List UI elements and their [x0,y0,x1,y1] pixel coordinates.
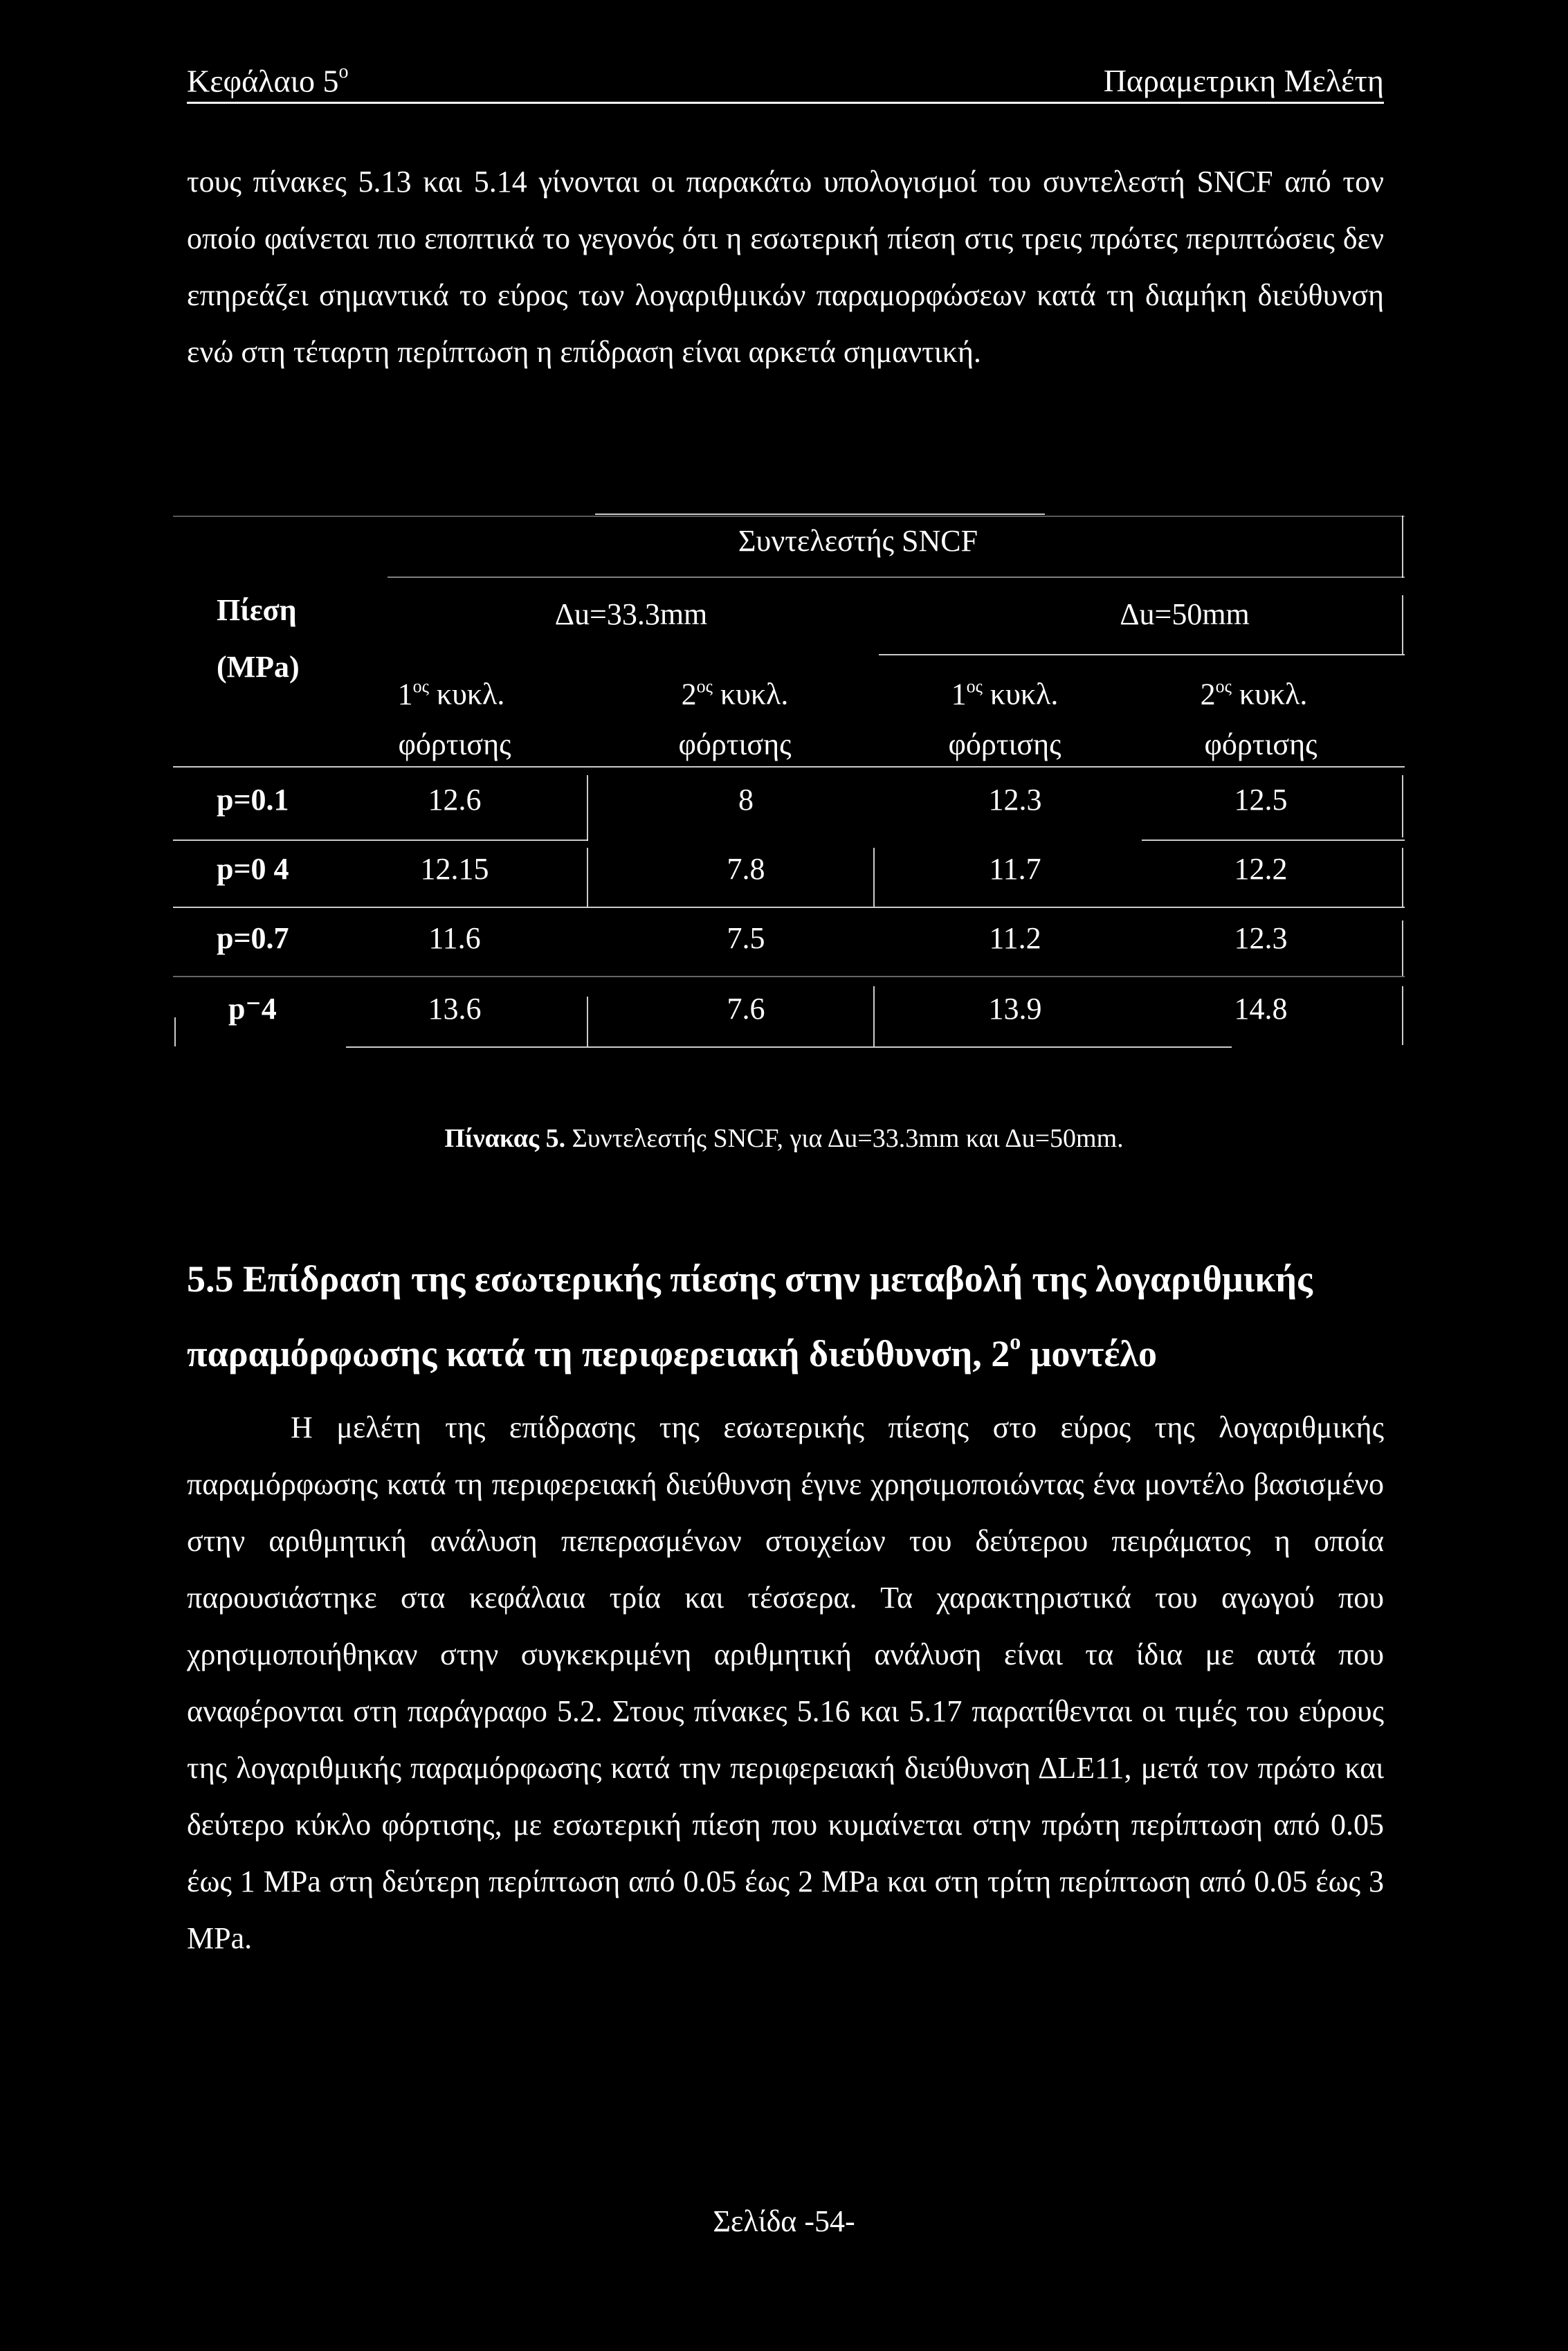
table-rule [1402,986,1403,1045]
table-cell: 12.6 [428,783,482,817]
row-pressure: p⁻4 [228,992,277,1026]
table-cell: 12.3 [1234,921,1288,955]
table-rule [174,1017,176,1046]
section-title: 5.5 Επίδραση της εσωτερικής πίεσης στην μεταβολή της λογαριθμικής παραμόρφωσης κατά τη περιφερειακή διεύθυνση, $2^o$ μοντέλο [187,1258,1313,1374]
table-rule [587,997,588,1046]
body-paragraph: Η μελέτη της επίδρασης της εσωτερικής πίεσης στο εύρος της λογαριθμικής παραμόρφωσης κατά τη περιφερειακή διεύθυνση έγινε χρησιμοποιώντας ένα μοντέλο βασισμένο στην αριθμητική ανάλυση πεπερασμένων στοιχείων του δεύτερου πειράματος η οποία παρουσιάστηκε στα κεφάλαια τρία και τέσσερα. Τα χαρακτηριστικά του αγωγού που χρησιμοποιήθηκαν στην συγκεκριμένη αριθμητική ανάλυση είναι τα ίδια με αυτά που αναφέρονται στη παράγραφο 5.2. Στους πίνακες 5.16 και 5.17 παρατίθενται οι τιμές του εύρους της λογαριθμικής παραμόρφωσης κατά την περιφερειακή διεύθυνση ΔLE11, μετά τον πρώτο και δεύτερο κύκλο φόρτισης, με εσωτερική πίεση που κυμαίνεται στην πρώτη περίπτωση από 0.05 έως 1 MPa στη δεύτερη περίπτωση από 0.05 έως 2 MPa και στη τρίτη περίπτωση από 0.05 έως 3 MPa. [187,1410,1384,1955]
loading-header: φόρτισης [948,727,1061,761]
caption-text: Συντελεστής SNCF, για Δu=33.3mm και Δu=50mm. [565,1124,1124,1153]
table-rule [173,976,1405,977]
page-header [187,55,1384,104]
table-rule [587,848,588,907]
group-header-50: Δu=50mm [1120,597,1250,631]
table-cell: 11.7 [989,852,1041,886]
cycle-header: $1^{o\varsigma}$ κυκλ. [397,676,505,711]
row-pressure: p=0.7 [217,921,289,955]
table-cell: 12.2 [1234,852,1288,886]
table-rule [388,577,1405,578]
loading-header: φόρτισης [1204,727,1318,761]
table-cell: 11.2 [989,921,1041,955]
table-rule [879,654,1405,655]
row-pressure: p=0.1 [217,783,289,817]
table-rule [1402,920,1403,976]
table-rule [1402,516,1403,578]
table-rule [173,766,1405,768]
table-caption [0,1123,1568,1154]
table-rule [1402,848,1403,907]
table-rule [873,848,875,907]
table-rule [346,1046,1232,1048]
table-cell: 7.6 [727,992,765,1026]
table-rule [173,516,1405,517]
table-cell: 13.6 [428,992,482,1026]
table-cell: 12.3 [988,783,1042,817]
caption-label: Πίνακας 5. [444,1124,566,1153]
table-cell: 7.8 [727,852,765,886]
table-rule [1142,839,1405,841]
table-cell: 14.8 [1234,992,1288,1026]
table-cell: 12.5 [1234,783,1288,817]
cycle-header: $2^{o\varsigma}$ κυκλ. [681,676,789,711]
table-cell: 13.9 [988,992,1042,1026]
table-cell: 12.15 [420,852,489,886]
table-cell: 11.6 [428,921,481,955]
table-rule [173,839,588,841]
loading-header: φόρτισης [398,727,511,761]
loading-header: φόρτισης [678,727,792,761]
row-pressure: p=0 4 [217,852,289,886]
header-section: Παραμετρικη Μελέτη [1103,63,1384,99]
table-rule [1402,595,1403,654]
table-rule [587,775,588,841]
table-rule [1402,775,1403,837]
pressure-header: Πίεση [217,593,297,627]
table-rule [173,907,1405,908]
table-title: Συντελεστής SNCF [738,524,978,558]
table-cell: 7.5 [727,921,765,955]
cycle-header: $2^{o\varsigma}$ κυκλ. [1200,676,1308,711]
page-number: Σελίδα -54- [713,2204,855,2238]
intro-paragraph: τους πίνακες 5.13 και 5.14 γίνονται οι παρακάτω υπολογισμοί του συντελεστή SNCF από τον οποίο φαίνεται πιο εποπτικά το γεγονός ότι η εσωτερική πίεση στις τρεις πρώτες περιπτώσεις δεν επηρεάζει σημαντικά το εύρος των λογαριθμικών παραμορφώσεων κατά τη διαμήκη διεύθυνση ενώ στη τέταρτη περίπτωση η επίδραση είναι αρκετά σημαντική. [187,165,1384,369]
pressure-unit-header: (MPa) [217,650,300,684]
header-chapter: Κεφάλαιο $5^o$ [187,61,349,99]
group-header-33: Δu=33.3mm [554,597,708,631]
table-cell: 8 [738,783,754,817]
table-rule [873,986,875,1046]
table-rule [595,514,1045,515]
cycle-header: $1^{o\varsigma}$ κυκλ. [951,676,1059,711]
